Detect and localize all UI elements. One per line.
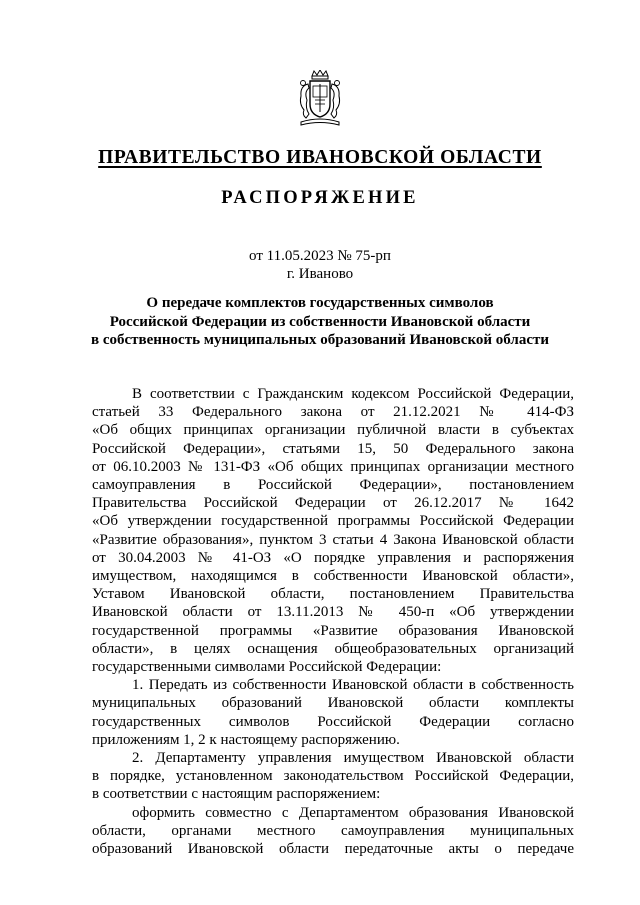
body-line: «Об утверждении государственной программы Российской Федерации [92, 513, 574, 530]
body-line: государственными символами Российской Федерации: [92, 659, 442, 676]
body-line: в порядке, установленном законодательством Российской Федерации, [92, 768, 574, 785]
body-line: государственных символов Российской Федерации согласно [92, 713, 574, 730]
subject-line: О передаче комплектов государственных символов [146, 295, 494, 311]
body-line: «Об общих принципах организации публичной власти в субъектах [92, 422, 574, 439]
body-line: Российской Федерации», статьями 15, 50 Федерального закона [92, 440, 574, 457]
subject-line: в собственность муниципальных образований Ивановской области [90, 332, 549, 348]
body-line: образований Ивановской области передаточные акты о передаче [92, 841, 574, 858]
body-line: Уставом Ивановской области, постановлением Правительства [92, 586, 574, 603]
document-subject [60, 294, 580, 350]
body-line: приложениям 1, 2 к настоящему распоряжению. [92, 731, 400, 748]
body-line: от 06.10.2003 № 131-ФЗ «Об общих принципах организации местного [92, 458, 574, 475]
document-type: РАСПОРЯЖЕНИЕ [221, 188, 419, 208]
body-line: области, органами местного самоуправления муниципальных [92, 822, 574, 839]
body-line: области», в целях оснащения общеобразовательных организаций [92, 640, 574, 657]
body-line: от 30.04.2003 № 41-ОЗ «О порядке управления и распоряжения [92, 549, 574, 566]
document-date-number: от 11.05.2023 № 75-рп [249, 248, 391, 264]
body-line: 1. Передать из собственности Ивановской области в собственность [132, 677, 574, 694]
body-line: государственной программы «Развитие образования Ивановской [92, 622, 574, 639]
body-line: статьей 33 Федерального закона от 21.12.2021 № 414-ФЗ [92, 404, 574, 421]
body-line: «Развитие образования», пунктом 3 статьи 4 Закона Ивановской области [92, 531, 574, 548]
body-line: 2. Департаменту управления имуществом Ивановской области [132, 750, 574, 767]
coat-of-arms-icon [295, 70, 345, 128]
body-line: муниципальных образований Ивановской области комплекты [92, 695, 574, 712]
body-line: оформить совместно с Департаментом образования Ивановской [132, 804, 574, 821]
document-city: г. Иваново [286, 266, 354, 282]
body-line: самоуправления в Российской Федерации», постановлением [92, 477, 574, 494]
body-line: В соответствии с Гражданским кодексом Российской Федерации, [132, 386, 574, 402]
body-line: Правительства Российской Федерации от 26.12.2017 № 1642 [92, 495, 574, 512]
organization-title: ПРАВИТЕЛЬСТВО ИВАНОВСКОЙ ОБЛАСТИ [98, 147, 542, 168]
body-line: Ивановской области от 13.11.2013 № 450-п «Об утверждении [92, 604, 574, 621]
subject-line: Российской Федерации из собственности Ивановской области [109, 313, 531, 330]
document-body [92, 385, 574, 858]
body-line: в соответствии с настоящим распоряжением: [92, 786, 381, 803]
body-line: имуществом, находящимся в собственности Ивановской области», [92, 568, 574, 585]
